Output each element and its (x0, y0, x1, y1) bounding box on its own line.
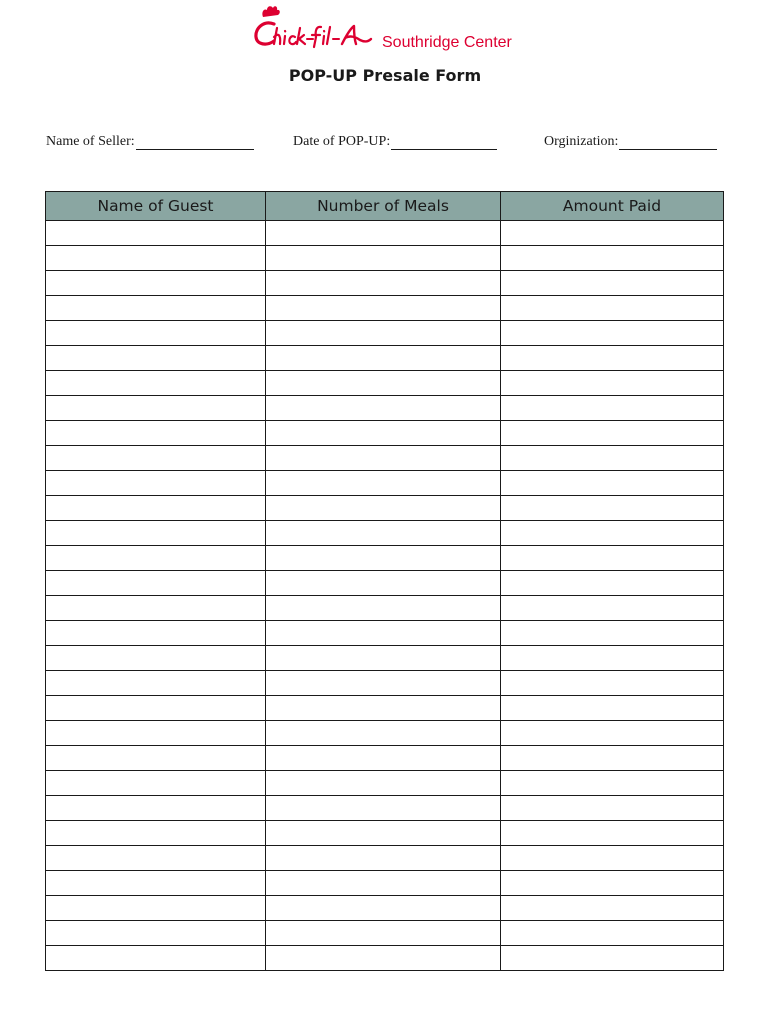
popup-date-field (293, 132, 497, 150)
meal-count-cell[interactable] (266, 896, 501, 921)
table-row (46, 846, 724, 871)
table-row (46, 371, 724, 396)
meal-count-cell[interactable] (266, 346, 501, 371)
table-row (46, 696, 724, 721)
table-row (46, 621, 724, 646)
guest-name-cell[interactable] (46, 896, 266, 921)
guest-name-cell[interactable] (46, 921, 266, 946)
table-row (46, 771, 724, 796)
amount-paid-cell[interactable] (501, 671, 724, 696)
table-row (46, 421, 724, 446)
table-row (46, 571, 724, 596)
meal-count-cell[interactable] (266, 746, 501, 771)
meal-count-cell[interactable] (266, 671, 501, 696)
table-row (46, 671, 724, 696)
meal-count-cell[interactable] (266, 646, 501, 671)
amount-paid-cell[interactable] (501, 446, 724, 471)
guest-name-cell[interactable] (46, 846, 266, 871)
guest-name-cell[interactable] (46, 471, 266, 496)
guest-name-cell[interactable] (46, 546, 266, 571)
meal-count-cell[interactable] (266, 871, 501, 896)
amount-paid-cell[interactable] (501, 921, 724, 946)
amount-paid-cell[interactable] (501, 246, 724, 271)
meal-count-cell[interactable] (266, 396, 501, 421)
table-row (46, 721, 724, 746)
guest-name-cell[interactable] (46, 446, 266, 471)
amount-paid-cell[interactable] (501, 321, 724, 346)
meal-count-cell[interactable] (266, 946, 501, 971)
guest-name-cell[interactable] (46, 271, 266, 296)
table-row (46, 296, 724, 321)
guest-name-cell[interactable] (46, 496, 266, 521)
amount-paid-cell[interactable] (501, 346, 724, 371)
amount-paid-cell[interactable] (501, 621, 724, 646)
amount-paid-cell[interactable] (501, 821, 724, 846)
table-row (46, 896, 724, 921)
guest-name-cell[interactable] (46, 571, 266, 596)
guest-name-cell[interactable] (46, 346, 266, 371)
amount-paid-cell[interactable] (501, 496, 724, 521)
table-row (46, 546, 724, 571)
amount-paid-cell[interactable] (501, 646, 724, 671)
meal-count-cell[interactable] (266, 621, 501, 646)
amount-paid-cell[interactable] (501, 871, 724, 896)
meal-count-cell[interactable] (266, 246, 501, 271)
guest-name-cell[interactable] (46, 596, 266, 621)
guest-name-cell[interactable] (46, 646, 266, 671)
table-row (46, 496, 724, 521)
guest-name-cell[interactable] (46, 821, 266, 846)
organization-field (544, 132, 717, 150)
meal-count-cell[interactable] (266, 546, 501, 571)
popup-date-label: Date of POP-UP: (293, 134, 391, 149)
amount-paid-cell[interactable] (501, 221, 724, 246)
table-row (46, 646, 724, 671)
guest-name-cell[interactable] (46, 296, 266, 321)
store-name: Southridge Center (382, 34, 512, 51)
meal-count-cell[interactable] (266, 446, 501, 471)
guest-name-cell[interactable] (46, 421, 266, 446)
header (250, 4, 550, 52)
meal-count-cell[interactable] (266, 321, 501, 346)
meal-count-cell[interactable] (266, 471, 501, 496)
guest-name-cell[interactable] (46, 621, 266, 646)
guest-name-cell[interactable] (46, 796, 266, 821)
guest-name-cell[interactable] (46, 696, 266, 721)
amount-paid-cell[interactable] (501, 371, 724, 396)
organization-label: Orginization: (544, 134, 619, 149)
amount-paid-cell[interactable] (501, 521, 724, 546)
meal-count-cell[interactable] (266, 921, 501, 946)
table-header-row (46, 192, 724, 221)
amount-paid-cell[interactable] (501, 471, 724, 496)
guest-name-cell[interactable] (46, 396, 266, 421)
amount-paid-cell[interactable] (501, 846, 724, 871)
table-row (46, 946, 724, 971)
meal-count-cell[interactable] (266, 521, 501, 546)
meal-count-cell[interactable] (266, 421, 501, 446)
meal-count-cell[interactable] (266, 821, 501, 846)
table-row (46, 321, 724, 346)
guest-name-cell[interactable] (46, 746, 266, 771)
guest-name-cell[interactable] (46, 321, 266, 346)
table-row (46, 796, 724, 821)
organization-input-line[interactable] (619, 135, 717, 150)
meal-count-cell[interactable] (266, 371, 501, 396)
table-row (46, 871, 724, 896)
chick-fil-a-logo (250, 4, 374, 52)
meal-count-cell[interactable] (266, 596, 501, 621)
seller-name-field (46, 132, 254, 150)
amount-paid-cell[interactable] (501, 796, 724, 821)
popup-date-input-line[interactable] (391, 135, 497, 150)
table-row (46, 471, 724, 496)
table-row (46, 746, 724, 771)
meal-count-cell[interactable] (266, 696, 501, 721)
guest-name-cell[interactable] (46, 946, 266, 971)
amount-paid-cell[interactable] (501, 571, 724, 596)
table-row (46, 271, 724, 296)
amount-paid-cell[interactable] (501, 946, 724, 971)
amount-paid-cell[interactable] (501, 746, 724, 771)
amount-paid-cell[interactable] (501, 721, 724, 746)
guest-name-cell[interactable] (46, 246, 266, 271)
table-body (46, 221, 724, 971)
amount-paid-cell[interactable] (501, 396, 724, 421)
amount-paid-cell[interactable] (501, 296, 724, 321)
guest-name-cell[interactable] (46, 221, 266, 246)
seller-name-label: Name of Seller: (46, 134, 135, 149)
column-header-meal-count: Number of Meals (266, 192, 501, 221)
meal-count-cell[interactable] (266, 721, 501, 746)
amount-paid-cell[interactable] (501, 271, 724, 296)
table-row (46, 346, 724, 371)
guest-name-cell[interactable] (46, 771, 266, 796)
meal-count-cell[interactable] (266, 571, 501, 596)
form-title: POP-UP Presale Form (288, 66, 482, 85)
table-row (46, 446, 724, 471)
guest-table (45, 191, 724, 971)
table-row (46, 921, 724, 946)
meal-count-cell[interactable] (266, 846, 501, 871)
meal-count-cell[interactable] (266, 796, 501, 821)
seller-name-input-line[interactable] (136, 135, 254, 150)
column-header-amount-paid: Amount Paid (501, 192, 724, 221)
table-row (46, 396, 724, 421)
table-row (46, 521, 724, 546)
amount-paid-cell[interactable] (501, 596, 724, 621)
meal-count-cell[interactable] (266, 496, 501, 521)
meal-count-cell[interactable] (266, 296, 501, 321)
meal-count-cell[interactable] (266, 771, 501, 796)
guest-name-cell[interactable] (46, 671, 266, 696)
table-row (46, 821, 724, 846)
amount-paid-cell[interactable] (501, 896, 724, 921)
table-row (46, 246, 724, 271)
guest-name-cell[interactable] (46, 521, 266, 546)
table-row (46, 596, 724, 621)
table-row (46, 221, 724, 246)
amount-paid-cell[interactable] (501, 421, 724, 446)
amount-paid-cell[interactable] (501, 771, 724, 796)
guest-name-cell[interactable] (46, 721, 266, 746)
amount-paid-cell[interactable] (501, 546, 724, 571)
column-header-guest-name: Name of Guest (46, 192, 266, 221)
guest-name-cell[interactable] (46, 371, 266, 396)
amount-paid-cell[interactable] (501, 696, 724, 721)
guest-name-cell[interactable] (46, 871, 266, 896)
meal-count-cell[interactable] (266, 221, 501, 246)
meal-count-cell[interactable] (266, 271, 501, 296)
